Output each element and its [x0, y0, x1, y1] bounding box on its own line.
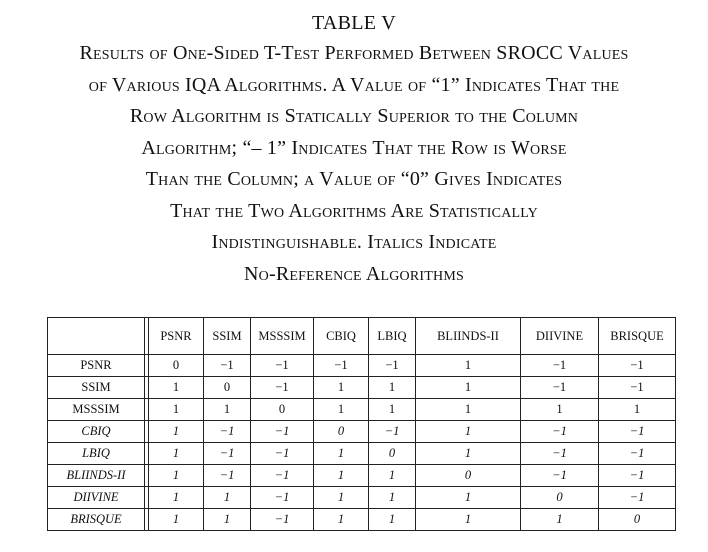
row-label: CBIQ	[48, 421, 145, 443]
table-cell: −1	[599, 377, 676, 399]
table-cell: −1	[521, 465, 599, 487]
results-table-container	[47, 317, 676, 531]
table-cell: 1	[416, 377, 521, 399]
table-cell: 1	[149, 377, 204, 399]
table-cell: −1	[599, 355, 676, 377]
table-cell: −1	[204, 421, 251, 443]
table-cell: 1	[521, 509, 599, 531]
table-row	[48, 355, 676, 377]
table-cell: −1	[521, 377, 599, 399]
col-header-psnr: PSNR	[149, 318, 204, 355]
table-cell: 1	[204, 509, 251, 531]
table-cell: −1	[369, 355, 416, 377]
col-header-diivine: DIIVINE	[521, 318, 599, 355]
table-cell: 1	[314, 377, 369, 399]
table-cell: 1	[314, 443, 369, 465]
col-header-msssim: MSSSIM	[251, 318, 314, 355]
table-row	[48, 509, 676, 531]
col-header-lbiq: LBIQ	[369, 318, 416, 355]
table-cell: 1	[369, 487, 416, 509]
col-header-ssim: SSIM	[204, 318, 251, 355]
table-cell: 1	[204, 487, 251, 509]
table-cell: −1	[599, 465, 676, 487]
table-cell: 1	[204, 399, 251, 421]
table-row	[48, 443, 676, 465]
table-cell: 1	[149, 509, 204, 531]
table-cell: 1	[416, 421, 521, 443]
table-cell: 1	[369, 509, 416, 531]
table-cell: 1	[314, 399, 369, 421]
table-row	[48, 377, 676, 399]
table-body	[48, 355, 676, 531]
table-cell: −1	[204, 443, 251, 465]
table-cell: −1	[251, 355, 314, 377]
table-number: TABLE V	[311, 12, 396, 34]
table-cell: −1	[251, 487, 314, 509]
table-cell: 1	[149, 465, 204, 487]
table-cell: 1	[314, 465, 369, 487]
table-row	[48, 421, 676, 443]
table-cell: 0	[251, 399, 314, 421]
table-row	[48, 465, 676, 487]
table-cell: 1	[416, 487, 521, 509]
results-table	[47, 317, 676, 531]
table-cell: −1	[314, 355, 369, 377]
row-label: SSIM	[48, 377, 145, 399]
table-cell: 1	[149, 443, 204, 465]
table-caption	[0, 10, 708, 290]
table-cell: 0	[599, 509, 676, 531]
row-label: PSNR	[48, 355, 145, 377]
col-header-bliinds-ii: BLIINDS-II	[416, 318, 521, 355]
table-cell: 0	[416, 465, 521, 487]
table-cell: 1	[369, 465, 416, 487]
table-cell: 0	[369, 443, 416, 465]
caption-line-1: Results of One-Sided T-Test Performed Between SROCC Values	[79, 42, 629, 64]
caption-line-4: Algorithm; “– 1” Indicates That the Row is Worse	[141, 136, 567, 159]
table-row	[48, 399, 676, 421]
table-cell: 1	[369, 399, 416, 421]
caption-line-5: Than the Column; a Value of “0” Gives Indicates	[145, 168, 563, 190]
table-cell: 1	[416, 355, 521, 377]
table-cell: 0	[204, 377, 251, 399]
table-cell: 1	[416, 443, 521, 465]
table-cell: −1	[251, 443, 314, 465]
table-cell: 1	[149, 487, 204, 509]
corner-cell	[48, 318, 145, 355]
table-cell: −1	[599, 443, 676, 465]
table-cell: −1	[251, 465, 314, 487]
table-cell: 0	[149, 355, 204, 377]
row-label: LBIQ	[48, 443, 145, 465]
caption-line-7: Indistinguishable. Italics Indicate	[211, 231, 497, 253]
table-cell: −1	[599, 487, 676, 509]
table-cell: 1	[314, 487, 369, 509]
table-row	[48, 487, 676, 509]
caption-line-6: That the Two Algorithms Are Statistically	[170, 199, 538, 222]
table-cell: −1	[251, 377, 314, 399]
row-label: MSSSIM	[48, 399, 145, 421]
table-cell: −1	[521, 443, 599, 465]
col-header-cbiq: CBIQ	[314, 318, 369, 355]
table-cell: −1	[251, 421, 314, 443]
table-cell: −1	[369, 421, 416, 443]
table-cell: 1	[521, 399, 599, 421]
row-label: BRISQUE	[48, 509, 145, 531]
caption-line-8: No-Reference Algorithms	[244, 262, 464, 285]
table-cell: 1	[369, 377, 416, 399]
table-cell: 0	[314, 421, 369, 443]
table-cell: −1	[521, 355, 599, 377]
header-row	[48, 318, 676, 355]
table-cell: −1	[251, 509, 314, 531]
table-cell: −1	[521, 421, 599, 443]
row-label: BLIINDS-II	[48, 465, 145, 487]
table-cell: 1	[314, 509, 369, 531]
table-cell: 1	[416, 399, 521, 421]
caption-line-3: Row Algorithm is Statically Superior to the Column	[129, 105, 579, 127]
col-header-brisque: BRISQUE	[599, 318, 676, 355]
caption-line-2: of Various IQA Algorithms. A Value of “1” Indicates That the	[88, 73, 620, 96]
table-cell: 0	[521, 487, 599, 509]
table-cell: −1	[599, 421, 676, 443]
table-cell: 1	[149, 399, 204, 421]
table-cell: 1	[599, 399, 676, 421]
table-cell: −1	[204, 355, 251, 377]
table-cell: 1	[149, 421, 204, 443]
row-label: DIIVINE	[48, 487, 145, 509]
table-cell: −1	[204, 465, 251, 487]
table-cell: 1	[416, 509, 521, 531]
